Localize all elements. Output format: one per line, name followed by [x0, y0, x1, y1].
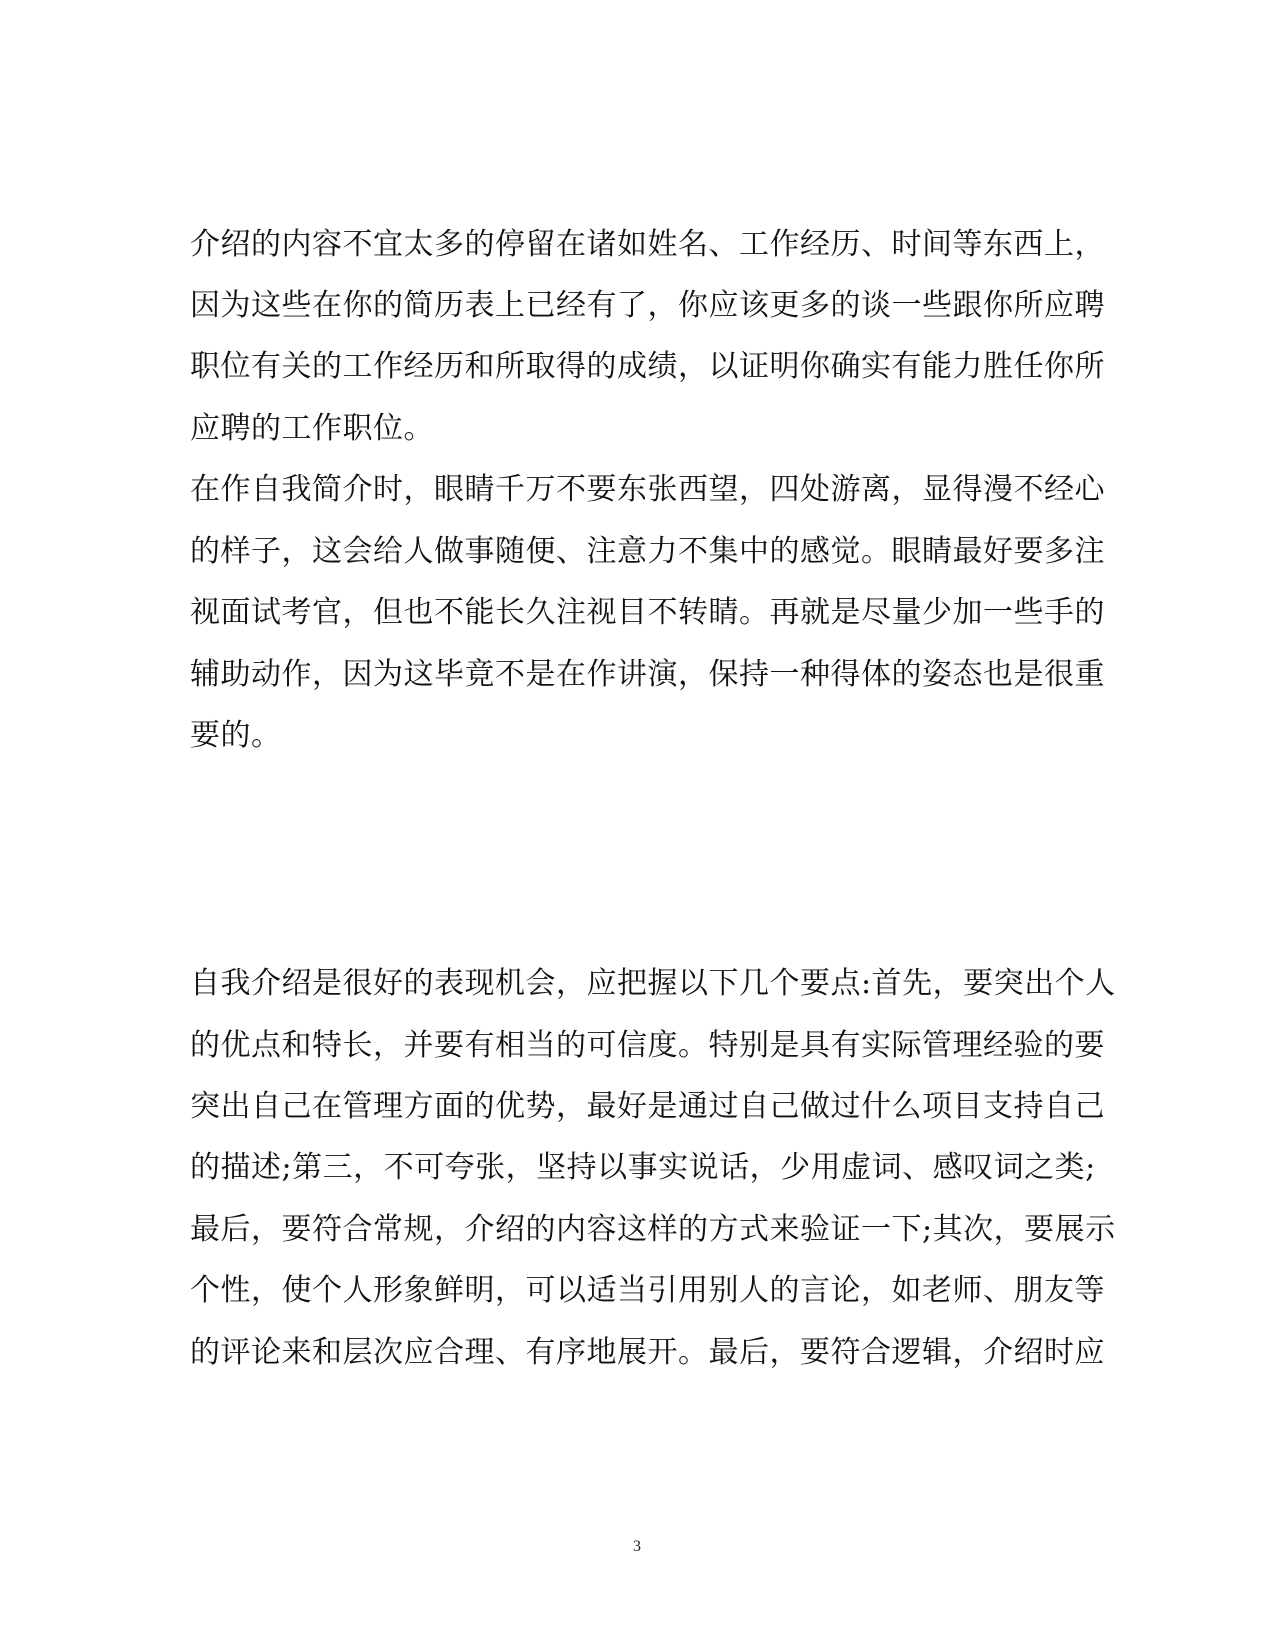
paragraph-3-line-3: 突出自己在管理方面的优势，最好是通过自己做过什么项目支持自己 — [190, 1089, 1105, 1124]
paragraph-2-line-1: 在作自我简介时，眼睛千万不要东张西望，四处游离，显得漫不经心 — [190, 472, 1105, 507]
paragraph-2-line-4: 辅助动作，因为这毕竟不是在作讲演，保持一种得体的姿态也是很重 — [190, 657, 1105, 692]
paragraph-2-line-2: 的样子，这会给人做事随便、注意力不集中的感觉。眼睛最好要多注 — [190, 534, 1105, 569]
paragraph-2-line-3: 视面试考官，但也不能长久注视目不转睛。再就是尽量少加一些手的 — [190, 595, 1105, 630]
paragraph-3-line-1: 自我介绍是很好的表现机会，应把握以下几个要点:首先，要突出个人 — [190, 966, 1116, 1001]
paragraph-3-line-2: 的优点和特长，并要有相当的可信度。特别是具有实际管理经验的要 — [190, 1028, 1105, 1063]
paragraph-2-line-5: 要的。 — [190, 718, 282, 753]
paragraph-3-line-6: 个性，使个人形象鲜明，可以适当引用别人的言论，如老师、朋友等 — [190, 1273, 1105, 1308]
paragraph-1-line-1: 介绍的内容不宜太多的停留在诸如姓名、工作经历、时间等东西上， — [190, 227, 1105, 262]
paragraph-1-line-3: 职位有关的工作经历和所取得的成绩，以证明你确实有能力胜任你所 — [190, 349, 1105, 384]
paragraph-3-line-7: 的评论来和层次应合理、有序地展开。最后，要符合逻辑，介绍时应 — [190, 1335, 1105, 1370]
paragraph-1-line-4: 应聘的工作职位。 — [190, 411, 434, 446]
paragraph-1-line-2: 因为这些在你的简历表上已经有了，你应该更多的谈一些跟你所应聘 — [190, 288, 1105, 323]
paragraph-3-line-5: 最后，要符合常规，介绍的内容这样的方式来验证一下;其次，要展示 — [190, 1212, 1116, 1247]
page-number: 3 — [633, 1538, 641, 1555]
paragraph-3-line-4: 的描述;第三，不可夸张，坚持以事实说话，少用虚词、感叹词之类; — [190, 1150, 1096, 1185]
